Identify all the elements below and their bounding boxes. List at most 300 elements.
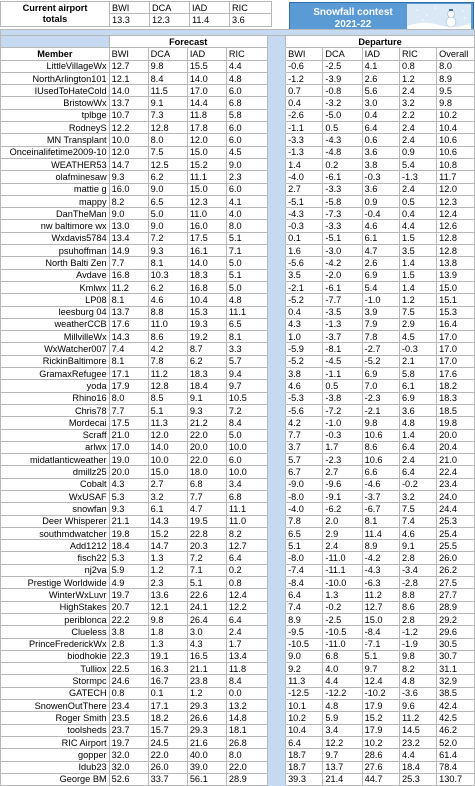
departure-iad-cell[interactable]: -2.3: [362, 392, 399, 404]
forecast-bwi-cell[interactable]: 2.8: [109, 638, 148, 650]
member-name-cell[interactable]: midatlanticweather: [1, 454, 110, 466]
departure-bwi-cell[interactable]: 18.7: [286, 761, 323, 773]
forecast-iad-cell[interactable]: 39.0: [187, 761, 226, 773]
member-name-cell[interactable]: leesburg 04: [1, 306, 110, 318]
departure-iad-cell[interactable]: 5.4: [362, 281, 399, 293]
departure-bwi-cell[interactable]: -12.5: [286, 687, 323, 699]
departure-overall-cell[interactable]: 17.0: [437, 355, 475, 367]
departure-ric-cell[interactable]: -0.3: [399, 343, 436, 355]
member-name-cell[interactable]: Cobalt: [1, 478, 110, 490]
departure-dca-cell[interactable]: -0.2: [323, 601, 362, 613]
departure-iad-cell[interactable]: 11.2: [362, 589, 399, 601]
member-name-cell[interactable]: Deer Whisperer: [1, 515, 110, 527]
departure-ric-cell[interactable]: 9.1: [399, 540, 436, 552]
departure-overall-cell[interactable]: 18.3: [437, 392, 475, 404]
departure-bwi-cell[interactable]: 3.5: [286, 269, 323, 281]
forecast-ric-cell[interactable]: 12.7: [226, 540, 267, 552]
member-name-cell[interactable]: GramaxRefugee: [1, 368, 110, 380]
departure-iad-cell[interactable]: 4.7: [362, 245, 399, 257]
departure-overall-cell[interactable]: 12.8: [437, 245, 475, 257]
forecast-dca-cell[interactable]: 6.1: [148, 503, 187, 515]
forecast-dca-cell[interactable]: 12.8: [148, 122, 187, 134]
departure-bwi-cell[interactable]: 7.8: [286, 515, 323, 527]
departure-overall-cell[interactable]: 9.5: [437, 85, 475, 97]
forecast-ric-cell[interactable]: 4.8: [226, 72, 267, 84]
departure-iad-cell[interactable]: 6.9: [362, 269, 399, 281]
forecast-bwi-cell[interactable]: 13.0: [109, 220, 148, 232]
forecast-bwi-cell[interactable]: 17.5: [109, 417, 148, 429]
departure-iad-cell[interactable]: 3.8: [362, 158, 399, 170]
forecast-bwi-cell[interactable]: 13.4: [109, 232, 148, 244]
departure-bwi-cell[interactable]: 2.7: [286, 183, 323, 195]
forecast-iad-cell[interactable]: 6.2: [187, 355, 226, 367]
departure-col-dca[interactable]: DCA: [323, 48, 362, 60]
member-name-cell[interactable]: gopper: [1, 749, 110, 761]
departure-dca-cell[interactable]: -2.0: [323, 269, 362, 281]
departure-overall-cell[interactable]: 130.7: [437, 773, 475, 785]
departure-iad-cell[interactable]: 3.0: [362, 97, 399, 109]
departure-bwi-cell[interactable]: -2.6: [286, 109, 323, 121]
departure-dca-cell[interactable]: -6.1: [323, 171, 362, 183]
forecast-dca-cell[interactable]: 5.0: [148, 208, 187, 220]
forecast-bwi-cell[interactable]: 19.0: [109, 454, 148, 466]
departure-dca-cell[interactable]: -1.1: [323, 368, 362, 380]
forecast-bwi-cell[interactable]: 3.8: [109, 626, 148, 638]
member-name-cell[interactable]: tplbge: [1, 109, 110, 121]
departure-iad-cell[interactable]: 8.1: [362, 515, 399, 527]
forecast-ric-cell[interactable]: 11.8: [226, 663, 267, 675]
forecast-dca-cell[interactable]: 7.8: [148, 355, 187, 367]
forecast-col-bwi[interactable]: BWI: [109, 48, 148, 60]
departure-dca-cell[interactable]: -5.1: [323, 232, 362, 244]
forecast-dca-cell[interactable]: 14.3: [148, 515, 187, 527]
departure-overall-cell[interactable]: 25.3: [437, 515, 475, 527]
departure-dca-cell[interactable]: 3.4: [323, 724, 362, 736]
departure-ric-cell[interactable]: 4.8: [399, 675, 436, 687]
forecast-dca-cell[interactable]: 19.1: [148, 650, 187, 662]
departure-dca-cell[interactable]: -8.1: [323, 343, 362, 355]
forecast-dca-cell[interactable]: 7.3: [148, 109, 187, 121]
departure-dca-cell[interactable]: 21.4: [323, 773, 362, 785]
member-name-cell[interactable]: RodneyS: [1, 122, 110, 134]
member-name-cell[interactable]: toolsheds: [1, 724, 110, 736]
forecast-header[interactable]: Forecast: [109, 36, 267, 48]
forecast-iad-cell[interactable]: 15.5: [187, 60, 226, 72]
forecast-dca-cell[interactable]: 8.8: [148, 306, 187, 318]
forecast-iad-cell[interactable]: 7.7: [187, 490, 226, 502]
departure-ric-cell[interactable]: 3.2: [399, 97, 436, 109]
departure-bwi-cell[interactable]: -7.4: [286, 564, 323, 576]
departure-overall-cell[interactable]: 13.8: [437, 257, 475, 269]
member-name-cell[interactable]: Onceinalifetime2009-10: [1, 146, 110, 158]
departure-ric-cell[interactable]: 4.4: [399, 220, 436, 232]
departure-ric-cell[interactable]: -1.2: [399, 626, 436, 638]
departure-bwi-cell[interactable]: -3.3: [286, 134, 323, 146]
departure-iad-cell[interactable]: 10.6: [362, 429, 399, 441]
member-name-cell[interactable]: WinterWxLuvr: [1, 589, 110, 601]
forecast-dca-cell[interactable]: 11.2: [148, 368, 187, 380]
forecast-iad-cell[interactable]: 16.0: [187, 220, 226, 232]
forecast-dca-cell[interactable]: 3.2: [148, 490, 187, 502]
departure-dca-cell[interactable]: -1.0: [323, 417, 362, 429]
departure-overall-cell[interactable]: 17.0: [437, 343, 475, 355]
departure-bwi-cell[interactable]: -10.5: [286, 638, 323, 650]
forecast-ric-cell[interactable]: 0.0: [226, 687, 267, 699]
forecast-dca-cell[interactable]: 1.3: [148, 638, 187, 650]
departure-bwi-cell[interactable]: 5.7: [286, 454, 323, 466]
departure-bwi-cell[interactable]: -1.2: [286, 72, 323, 84]
member-name-cell[interactable]: dmillz25: [1, 466, 110, 478]
forecast-ric-cell[interactable]: 7.1: [226, 245, 267, 257]
forecast-iad-cell[interactable]: 4.3: [187, 638, 226, 650]
departure-bwi-cell[interactable]: 9.0: [286, 650, 323, 662]
departure-ric-cell[interactable]: 0.5: [399, 195, 436, 207]
departure-ric-cell[interactable]: 2.8: [399, 552, 436, 564]
forecast-bwi-cell[interactable]: 22.2: [109, 613, 148, 625]
departure-dca-cell[interactable]: -5.8: [323, 195, 362, 207]
forecast-bwi-cell[interactable]: 17.6: [109, 318, 148, 330]
departure-dca-cell[interactable]: 0.2: [323, 158, 362, 170]
departure-iad-cell[interactable]: 6.1: [362, 232, 399, 244]
departure-iad-cell[interactable]: 17.9: [362, 700, 399, 712]
departure-iad-cell[interactable]: -0.4: [362, 208, 399, 220]
departure-ric-cell[interactable]: 6.4: [399, 466, 436, 478]
forecast-dca-cell[interactable]: 15.0: [148, 466, 187, 478]
forecast-bwi-cell[interactable]: 13.7: [109, 97, 148, 109]
departure-overall-cell[interactable]: 21.0: [437, 454, 475, 466]
departure-iad-cell[interactable]: 7.0: [362, 380, 399, 392]
forecast-dca-cell[interactable]: 13.6: [148, 589, 187, 601]
forecast-bwi-cell[interactable]: 19.7: [109, 589, 148, 601]
forecast-ric-cell[interactable]: 5.0: [226, 257, 267, 269]
forecast-iad-cell[interactable]: 26.4: [187, 613, 226, 625]
member-name-cell[interactable]: nw baltimore wx: [1, 220, 110, 232]
member-name-cell[interactable]: North Balti Zen: [1, 257, 110, 269]
forecast-dca-cell[interactable]: 14.0: [148, 441, 187, 453]
forecast-dca-cell[interactable]: 9.0: [148, 183, 187, 195]
forecast-iad-cell[interactable]: 20.0: [187, 441, 226, 453]
forecast-dca-cell[interactable]: 18.2: [148, 712, 187, 724]
forecast-dca-cell[interactable]: 8.1: [148, 257, 187, 269]
forecast-bwi-cell[interactable]: 12.0: [109, 146, 148, 158]
member-name-cell[interactable]: Idub23: [1, 761, 110, 773]
departure-dca-cell[interactable]: -2.3: [323, 454, 362, 466]
departure-overall-cell[interactable]: 10.6: [437, 146, 475, 158]
departure-overall-cell[interactable]: 12.6: [437, 220, 475, 232]
forecast-ric-cell[interactable]: 9.0: [226, 158, 267, 170]
forecast-dca-cell[interactable]: 11.3: [148, 417, 187, 429]
departure-bwi-cell[interactable]: 3.8: [286, 368, 323, 380]
departure-iad-cell[interactable]: 27.6: [362, 761, 399, 773]
departure-dca-cell[interactable]: -0.8: [323, 85, 362, 97]
forecast-iad-cell[interactable]: 4.7: [187, 503, 226, 515]
forecast-iad-cell[interactable]: 9.1: [187, 392, 226, 404]
forecast-iad-cell[interactable]: 22.0: [187, 429, 226, 441]
forecast-bwi-cell[interactable]: 19.8: [109, 527, 148, 539]
forecast-ric-cell[interactable]: 5.0: [226, 281, 267, 293]
member-name-cell[interactable]: LP08: [1, 294, 110, 306]
departure-overall-cell[interactable]: 22.4: [437, 466, 475, 478]
departure-overall-cell[interactable]: 19.8: [437, 417, 475, 429]
departure-iad-cell[interactable]: 15.0: [362, 613, 399, 625]
departure-dca-cell[interactable]: 2.7: [323, 466, 362, 478]
forecast-iad-cell[interactable]: 18.4: [187, 380, 226, 392]
departure-overall-cell[interactable]: 10.2: [437, 109, 475, 121]
forecast-bwi-cell[interactable]: 9.3: [109, 503, 148, 515]
departure-ric-cell[interactable]: 8.6: [399, 601, 436, 613]
member-name-cell[interactable]: DanTheMan: [1, 208, 110, 220]
forecast-bwi-cell[interactable]: 17.1: [109, 368, 148, 380]
forecast-bwi-cell[interactable]: 10.7: [109, 109, 148, 121]
departure-bwi-cell[interactable]: 4.2: [286, 417, 323, 429]
departure-dca-cell[interactable]: 12.2: [323, 736, 362, 748]
forecast-ric-cell[interactable]: 10.5: [226, 392, 267, 404]
departure-ric-cell[interactable]: 25.3: [399, 773, 436, 785]
departure-bwi-cell[interactable]: 5.1: [286, 540, 323, 552]
departure-ric-cell[interactable]: 18.4: [399, 761, 436, 773]
forecast-iad-cell[interactable]: 17.0: [187, 85, 226, 97]
forecast-ric-cell[interactable]: 6.5: [226, 318, 267, 330]
forecast-iad-cell[interactable]: 21.2: [187, 417, 226, 429]
forecast-ric-cell[interactable]: 6.0: [226, 183, 267, 195]
forecast-dca-cell[interactable]: 7.5: [148, 146, 187, 158]
member-name-cell[interactable]: nj2va: [1, 564, 110, 576]
forecast-iad-cell[interactable]: 11.8: [187, 109, 226, 121]
departure-overall-cell[interactable]: 23.4: [437, 478, 475, 490]
departure-overall-cell[interactable]: 18.5: [437, 404, 475, 416]
forecast-dca-cell[interactable]: 2.3: [148, 577, 187, 589]
forecast-bwi-cell[interactable]: 5.9: [109, 564, 148, 576]
departure-iad-cell[interactable]: 4.6: [362, 220, 399, 232]
departure-dca-cell[interactable]: -3.0: [323, 245, 362, 257]
forecast-bwi-cell[interactable]: 32.0: [109, 761, 148, 773]
departure-ric-cell[interactable]: 5.8: [399, 368, 436, 380]
departure-ric-cell[interactable]: 2.2: [399, 109, 436, 121]
forecast-ric-cell[interactable]: 11.0: [226, 515, 267, 527]
departure-col-ric[interactable]: RIC: [399, 48, 436, 60]
member-name-cell[interactable]: Stormpc: [1, 675, 110, 687]
forecast-dca-cell[interactable]: 9.1: [148, 97, 187, 109]
forecast-ric-cell[interactable]: 9.7: [226, 380, 267, 392]
airport-col-ric[interactable]: RIC: [230, 2, 272, 14]
forecast-dca-cell[interactable]: 1.3: [148, 552, 187, 564]
forecast-bwi-cell[interactable]: 22.3: [109, 650, 148, 662]
departure-overall-cell[interactable]: 42.5: [437, 712, 475, 724]
forecast-bwi-cell[interactable]: 16.0: [109, 183, 148, 195]
departure-overall-cell[interactable]: 29.2: [437, 613, 475, 625]
departure-overall-cell[interactable]: 12.4: [437, 208, 475, 220]
member-name-cell[interactable]: biodhokie: [1, 650, 110, 662]
departure-overall-cell[interactable]: 10.6: [437, 134, 475, 146]
member-name-cell[interactable]: WxUSAF: [1, 490, 110, 502]
forecast-dca-cell[interactable]: 16.7: [148, 675, 187, 687]
forecast-bwi-cell[interactable]: 5.3: [109, 490, 148, 502]
forecast-ric-cell[interactable]: 5.7: [226, 355, 267, 367]
forecast-bwi-cell[interactable]: 11.2: [109, 281, 148, 293]
departure-iad-cell[interactable]: -6.7: [362, 503, 399, 515]
departure-dca-cell[interactable]: -3.9: [323, 72, 362, 84]
forecast-ric-cell[interactable]: 3.4: [226, 478, 267, 490]
departure-dca-cell[interactable]: -4.8: [323, 146, 362, 158]
departure-overall-cell[interactable]: 31.1: [437, 663, 475, 675]
departure-iad-cell[interactable]: 15.2: [362, 712, 399, 724]
forecast-bwi-cell[interactable]: 0.8: [109, 687, 148, 699]
forecast-ric-cell[interactable]: 8.2: [226, 527, 267, 539]
departure-ric-cell[interactable]: 6.1: [399, 380, 436, 392]
departure-ric-cell[interactable]: 8.2: [399, 663, 436, 675]
forecast-ric-cell[interactable]: 4.0: [226, 208, 267, 220]
forecast-iad-cell[interactable]: 9.3: [187, 404, 226, 416]
departure-dca-cell[interactable]: -6.1: [323, 281, 362, 293]
departure-overall-cell[interactable]: 17.6: [437, 368, 475, 380]
departure-bwi-cell[interactable]: 39.3: [286, 773, 323, 785]
forecast-ric-cell[interactable]: 8.1: [226, 331, 267, 343]
departure-overall-cell[interactable]: 24.0: [437, 490, 475, 502]
departure-ric-cell[interactable]: 0.8: [399, 60, 436, 72]
departure-iad-cell[interactable]: 3.6: [362, 183, 399, 195]
departure-dca-cell[interactable]: 4.4: [323, 675, 362, 687]
departure-col-bwi[interactable]: BWI: [286, 48, 323, 60]
forecast-iad-cell[interactable]: 12.3: [187, 195, 226, 207]
forecast-ric-cell[interactable]: 6.8: [226, 97, 267, 109]
forecast-ric-cell[interactable]: 6.0: [226, 454, 267, 466]
total-ric[interactable]: 3.6: [230, 14, 272, 26]
departure-ric-cell[interactable]: 4.8: [399, 417, 436, 429]
member-name-cell[interactable]: mattie g: [1, 183, 110, 195]
departure-ric-cell[interactable]: 1.2: [399, 294, 436, 306]
departure-iad-cell[interactable]: 17.9: [362, 724, 399, 736]
departure-dca-cell[interactable]: 0.5: [323, 122, 362, 134]
forecast-dca-cell[interactable]: 12.8: [148, 380, 187, 392]
departure-bwi-cell[interactable]: -5.9: [286, 343, 323, 355]
departure-overall-cell[interactable]: 78.4: [437, 761, 475, 773]
departure-overall-cell[interactable]: 26.2: [437, 564, 475, 576]
departure-ric-cell[interactable]: 2.9: [399, 318, 436, 330]
forecast-ric-cell[interactable]: 8.4: [226, 675, 267, 687]
departure-ric-cell[interactable]: 0.4: [399, 208, 436, 220]
member-name-cell[interactable]: Roger Smith: [1, 712, 110, 724]
departure-bwi-cell[interactable]: 10.2: [286, 712, 323, 724]
forecast-ric-cell[interactable]: 18.1: [226, 724, 267, 736]
departure-bwi-cell[interactable]: 6.4: [286, 736, 323, 748]
departure-overall-cell[interactable]: 32.9: [437, 675, 475, 687]
forecast-iad-cell[interactable]: 21.1: [187, 663, 226, 675]
forecast-dca-cell[interactable]: 26.0: [148, 761, 187, 773]
departure-dca-cell[interactable]: 4.8: [323, 700, 362, 712]
departure-ric-cell[interactable]: 2.4: [399, 183, 436, 195]
departure-bwi-cell[interactable]: -8.0: [286, 552, 323, 564]
departure-bwi-cell[interactable]: 6.5: [286, 527, 323, 539]
forecast-dca-cell[interactable]: 15.2: [148, 527, 187, 539]
forecast-iad-cell[interactable]: 56.1: [187, 773, 226, 785]
departure-bwi-cell[interactable]: -8.0: [286, 490, 323, 502]
forecast-dca-cell[interactable]: 6.5: [148, 195, 187, 207]
member-name-cell[interactable]: Mordecai: [1, 417, 110, 429]
departure-overall-cell[interactable]: 8.9: [437, 72, 475, 84]
departure-overall-cell[interactable]: 29.6: [437, 626, 475, 638]
departure-dca-cell[interactable]: 2.0: [323, 515, 362, 527]
departure-ric-cell[interactable]: -2.8: [399, 577, 436, 589]
departure-overall-cell[interactable]: 25.5: [437, 540, 475, 552]
forecast-bwi-cell[interactable]: 20.7: [109, 601, 148, 613]
forecast-iad-cell[interactable]: 11.0: [187, 208, 226, 220]
departure-bwi-cell[interactable]: 10.4: [286, 724, 323, 736]
forecast-dca-cell[interactable]: 9.8: [148, 613, 187, 625]
departure-ric-cell[interactable]: 8.8: [399, 589, 436, 601]
forecast-dca-cell[interactable]: 12.5: [148, 158, 187, 170]
forecast-iad-cell[interactable]: 11.1: [187, 171, 226, 183]
departure-header[interactable]: Departure: [286, 36, 475, 48]
forecast-iad-cell[interactable]: 23.8: [187, 675, 226, 687]
departure-iad-cell[interactable]: 11.4: [362, 527, 399, 539]
departure-dca-cell[interactable]: -1.3: [323, 318, 362, 330]
forecast-bwi-cell[interactable]: 23.4: [109, 700, 148, 712]
departure-ric-cell[interactable]: 6.9: [399, 392, 436, 404]
forecast-col-dca[interactable]: DCA: [148, 48, 187, 60]
departure-overall-cell[interactable]: 13.9: [437, 269, 475, 281]
departure-bwi-cell[interactable]: -1.1: [286, 122, 323, 134]
airport-col-bwi[interactable]: BWI: [110, 2, 150, 14]
member-name-cell[interactable]: Scraff: [1, 429, 110, 441]
departure-overall-cell[interactable]: 24.4: [437, 503, 475, 515]
forecast-ric-cell[interactable]: 8.4: [226, 417, 267, 429]
departure-ric-cell[interactable]: 4.6: [399, 527, 436, 539]
forecast-bwi-cell[interactable]: 22.5: [109, 663, 148, 675]
forecast-ric-cell[interactable]: 4.8: [226, 294, 267, 306]
departure-dca-cell[interactable]: 6.8: [323, 650, 362, 662]
departure-dca-cell[interactable]: -12.2: [323, 687, 362, 699]
forecast-ric-cell[interactable]: 4.1: [226, 195, 267, 207]
departure-ric-cell[interactable]: 23.2: [399, 736, 436, 748]
forecast-dca-cell[interactable]: 12.1: [148, 601, 187, 613]
departure-iad-cell[interactable]: -4.2: [362, 552, 399, 564]
departure-iad-cell[interactable]: -4.6: [362, 478, 399, 490]
member-name-cell[interactable]: mappy: [1, 195, 110, 207]
forecast-bwi-cell[interactable]: 17.0: [109, 441, 148, 453]
forecast-iad-cell[interactable]: 15.2: [187, 158, 226, 170]
departure-bwi-cell[interactable]: 4.6: [286, 380, 323, 392]
forecast-dca-cell[interactable]: 11.0: [148, 318, 187, 330]
departure-dca-cell[interactable]: -2.5: [323, 60, 362, 72]
departure-iad-cell[interactable]: -5.2: [362, 355, 399, 367]
forecast-iad-cell[interactable]: 14.0: [187, 257, 226, 269]
forecast-dca-cell[interactable]: 10.0: [148, 454, 187, 466]
forecast-dca-cell[interactable]: 5.1: [148, 404, 187, 416]
departure-bwi-cell[interactable]: -4.0: [286, 171, 323, 183]
forecast-ric-cell[interactable]: 28.9: [226, 773, 267, 785]
departure-iad-cell[interactable]: -6.3: [362, 577, 399, 589]
forecast-ric-cell[interactable]: 1.7: [226, 638, 267, 650]
departure-dca-cell[interactable]: -3.5: [323, 306, 362, 318]
forecast-dca-cell[interactable]: 1.2: [148, 564, 187, 576]
departure-iad-cell[interactable]: 2.6: [362, 257, 399, 269]
departure-ric-cell[interactable]: 3.2: [399, 490, 436, 502]
forecast-iad-cell[interactable]: 8.7: [187, 343, 226, 355]
forecast-dca-cell[interactable]: 0.1: [148, 687, 187, 699]
departure-dca-cell[interactable]: -0.3: [323, 429, 362, 441]
forecast-bwi-cell[interactable]: 21.0: [109, 429, 148, 441]
departure-overall-cell[interactable]: 12.3: [437, 195, 475, 207]
departure-dca-cell[interactable]: -9.6: [323, 478, 362, 490]
forecast-bwi-cell[interactable]: 20.0: [109, 466, 148, 478]
total-bwi[interactable]: 13.3: [110, 14, 150, 26]
departure-ric-cell[interactable]: 2.1: [399, 355, 436, 367]
departure-ric-cell[interactable]: 0.9: [399, 146, 436, 158]
forecast-ric-cell[interactable]: 22.0: [226, 761, 267, 773]
forecast-dca-cell[interactable]: 15.7: [148, 724, 187, 736]
departure-iad-cell[interactable]: -1.0: [362, 294, 399, 306]
departure-bwi-cell[interactable]: 8.9: [286, 613, 323, 625]
